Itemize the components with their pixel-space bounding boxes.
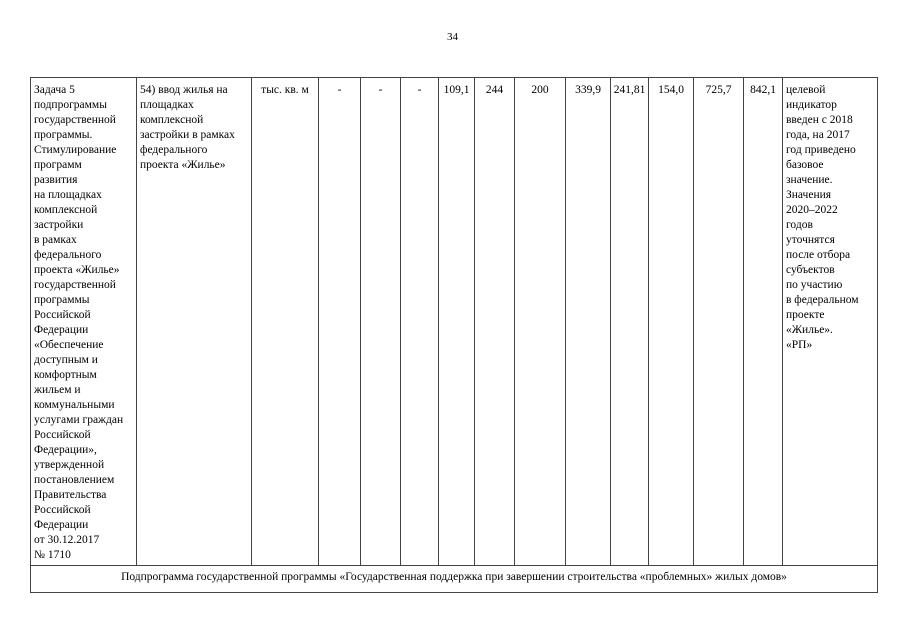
task-line: Задача 5 bbox=[34, 84, 75, 96]
note-line: проекте bbox=[786, 309, 825, 321]
task-line: Федерации bbox=[34, 324, 89, 336]
task-line: подпрограммы bbox=[34, 99, 107, 111]
task-line: комплексной bbox=[34, 204, 98, 216]
value-cell: 339,9 bbox=[566, 78, 611, 566]
value-cell: 200 bbox=[515, 78, 566, 566]
task-line: программ bbox=[34, 159, 82, 171]
task-line: от 30.12.2017 bbox=[34, 534, 100, 546]
task-line: программы bbox=[34, 294, 90, 306]
value-cell: 725,7 bbox=[694, 78, 744, 566]
indicator-table bbox=[30, 77, 878, 593]
subprogram-title: Подпрограмма государственной программы «Государственная поддержка при завершении строительства «проблемных» жилых домов» bbox=[31, 566, 878, 593]
task-line: «Обеспечение bbox=[34, 339, 104, 351]
note-line: после отбора bbox=[786, 249, 851, 261]
note-line: в федеральном bbox=[786, 294, 859, 306]
note-line: значение. bbox=[786, 174, 833, 186]
value-cell: 241,81 bbox=[611, 78, 649, 566]
task-line: Российской bbox=[34, 429, 91, 441]
page-number: 34 bbox=[447, 31, 458, 43]
indicator-line: федерального bbox=[140, 144, 208, 156]
task-line: Стимулирование bbox=[34, 144, 117, 156]
subprogram-row bbox=[31, 566, 878, 593]
task-line: жильем и bbox=[34, 384, 81, 396]
task-line: в рамках bbox=[34, 234, 77, 246]
note-line: индикатор bbox=[786, 99, 837, 111]
task-line: Федерации bbox=[34, 519, 89, 531]
indicator-line: проекта «Жилье» bbox=[140, 159, 226, 171]
task-line: программы. bbox=[34, 129, 93, 141]
task-line: услугами граждан bbox=[34, 414, 124, 426]
task-line: развития bbox=[34, 174, 78, 186]
value-cell: - bbox=[401, 78, 439, 566]
task-line: проекта «Жилье» bbox=[34, 264, 120, 276]
value-cell: 244 bbox=[475, 78, 515, 566]
indicator-line: комплексной bbox=[140, 114, 204, 126]
note-line: 2020–2022 bbox=[786, 204, 838, 216]
note-line: введен с 2018 bbox=[786, 114, 853, 126]
task-line: государственной bbox=[34, 114, 116, 126]
indicator-line: площадках bbox=[140, 99, 194, 111]
note-line: года, на 2017 bbox=[786, 129, 850, 141]
note-line: целевой bbox=[786, 84, 826, 96]
task-cell bbox=[31, 78, 137, 566]
value-cell: 842,1 bbox=[744, 78, 783, 566]
note-line: год приведено bbox=[786, 144, 856, 156]
task-line: государственной bbox=[34, 279, 116, 291]
task-line: Федерации», bbox=[34, 444, 97, 456]
task-line: застройки bbox=[34, 219, 84, 231]
task-line: коммунальными bbox=[34, 399, 115, 411]
task-line: доступным и bbox=[34, 354, 98, 366]
task-line: Российской bbox=[34, 309, 91, 321]
task-line: № 1710 bbox=[34, 549, 71, 561]
unit-cell: тыс. кв. м bbox=[252, 78, 319, 566]
task-line: Правительства bbox=[34, 489, 107, 501]
indicator-line: 54) ввод жилья на bbox=[140, 84, 228, 96]
task-line: постановлением bbox=[34, 474, 115, 486]
value-cell: - bbox=[361, 78, 401, 566]
note-cell bbox=[783, 78, 878, 566]
value-cell: 109,1 bbox=[439, 78, 475, 566]
note-line: «Жилье». bbox=[786, 324, 833, 336]
note-line: Значения bbox=[786, 189, 832, 201]
note-line: «РП» bbox=[786, 339, 813, 351]
indicator-line: застройки в рамках bbox=[140, 129, 235, 141]
indicator-cell bbox=[137, 78, 252, 566]
value-cell: - bbox=[319, 78, 361, 566]
task-line: утвержденной bbox=[34, 459, 105, 471]
note-line: по участию bbox=[786, 279, 843, 291]
task-line: Российской bbox=[34, 504, 91, 516]
table-row bbox=[31, 78, 878, 566]
task-line: федерального bbox=[34, 249, 102, 261]
note-line: базовое bbox=[786, 159, 824, 171]
value-cell: 154,0 bbox=[649, 78, 694, 566]
note-line: субъектов bbox=[786, 264, 835, 276]
task-line: комфортным bbox=[34, 369, 97, 381]
task-line: на площадках bbox=[34, 189, 102, 201]
note-line: годов bbox=[786, 219, 813, 231]
note-line: уточнятся bbox=[786, 234, 835, 246]
